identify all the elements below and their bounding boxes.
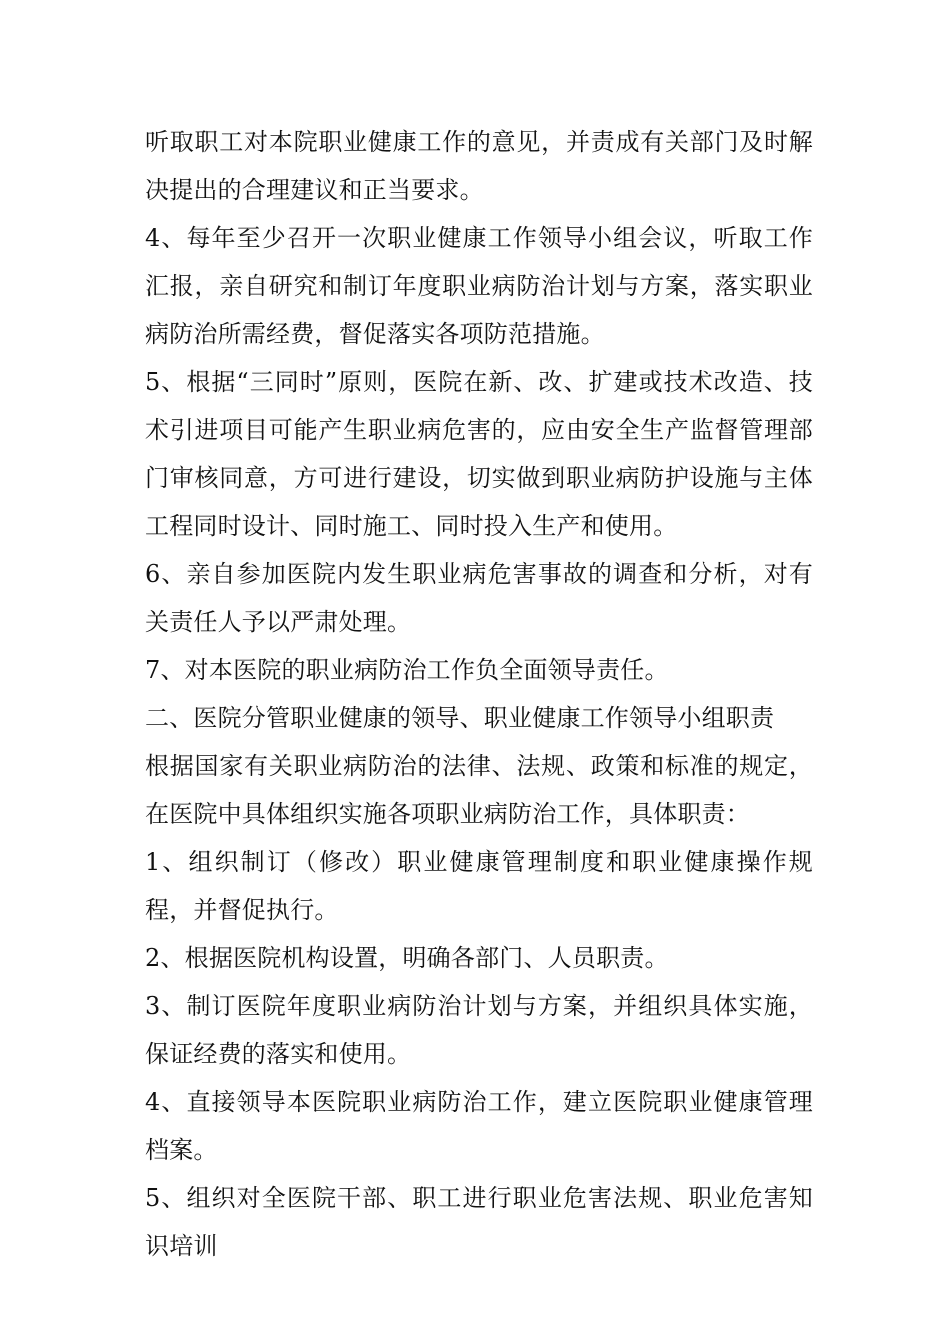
paragraph-continuation: 听取职工对本院职业健康工作的意见，并责成有关部门及时解决提出的合理建议和正当要求。 bbox=[145, 128, 813, 204]
duty-item-3: 3、制订医院年度职业病防治计划与方案，并组织具体实施，保证经费的落实和使用。 bbox=[145, 992, 813, 1068]
section-heading-2: 二、医院分管职业健康的领导、职业健康工作领导小组职责 bbox=[145, 704, 775, 732]
section-intro: 根据国家有关职业病防治的法律、法规、政策和标准的规定，在医院中具体组织实施各项职业病防治工作，具体职责： bbox=[145, 752, 813, 828]
duty-item-5: 5、组织对全医院干部、职工进行职业危害法规、职业危害知识培训 bbox=[145, 1184, 813, 1260]
paragraph-item-5: 5、根据“三同时”原则，医院在新、改、扩建或技术改造、技术引进项目可能产生职业病危害的，应由安全生产监督管理部门审核同意，方可进行建设，切实做到职业病防护设施与主体工程同时设计、同时施工、同时投入生产和使用。 bbox=[145, 368, 813, 540]
duty-item-4: 4、直接领导本医院职业病防治工作，建立医院职业健康管理档案。 bbox=[145, 1088, 813, 1164]
duty-item-2: 2、根据医院机构设置，明确各部门、人员职责。 bbox=[145, 944, 669, 972]
paragraph-item-6: 6、亲自参加医院内发生职业病危害事故的调查和分析，对有关责任人予以严肃处理。 bbox=[145, 560, 813, 636]
document-body bbox=[145, 118, 813, 1270]
duty-item-1: 1、组织制订（修改）职业健康管理制度和职业健康操作规程，并督促执行。 bbox=[145, 848, 813, 924]
paragraph-item-7: 7、对本医院的职业病防治工作负全面领导责任。 bbox=[145, 656, 669, 684]
paragraph-item-4: 4、每年至少召开一次职业健康工作领导小组会议，听取工作汇报，亲自研究和制订年度职业病防治计划与方案，落实职业病防治所需经费，督促落实各项防范措施。 bbox=[145, 224, 813, 348]
